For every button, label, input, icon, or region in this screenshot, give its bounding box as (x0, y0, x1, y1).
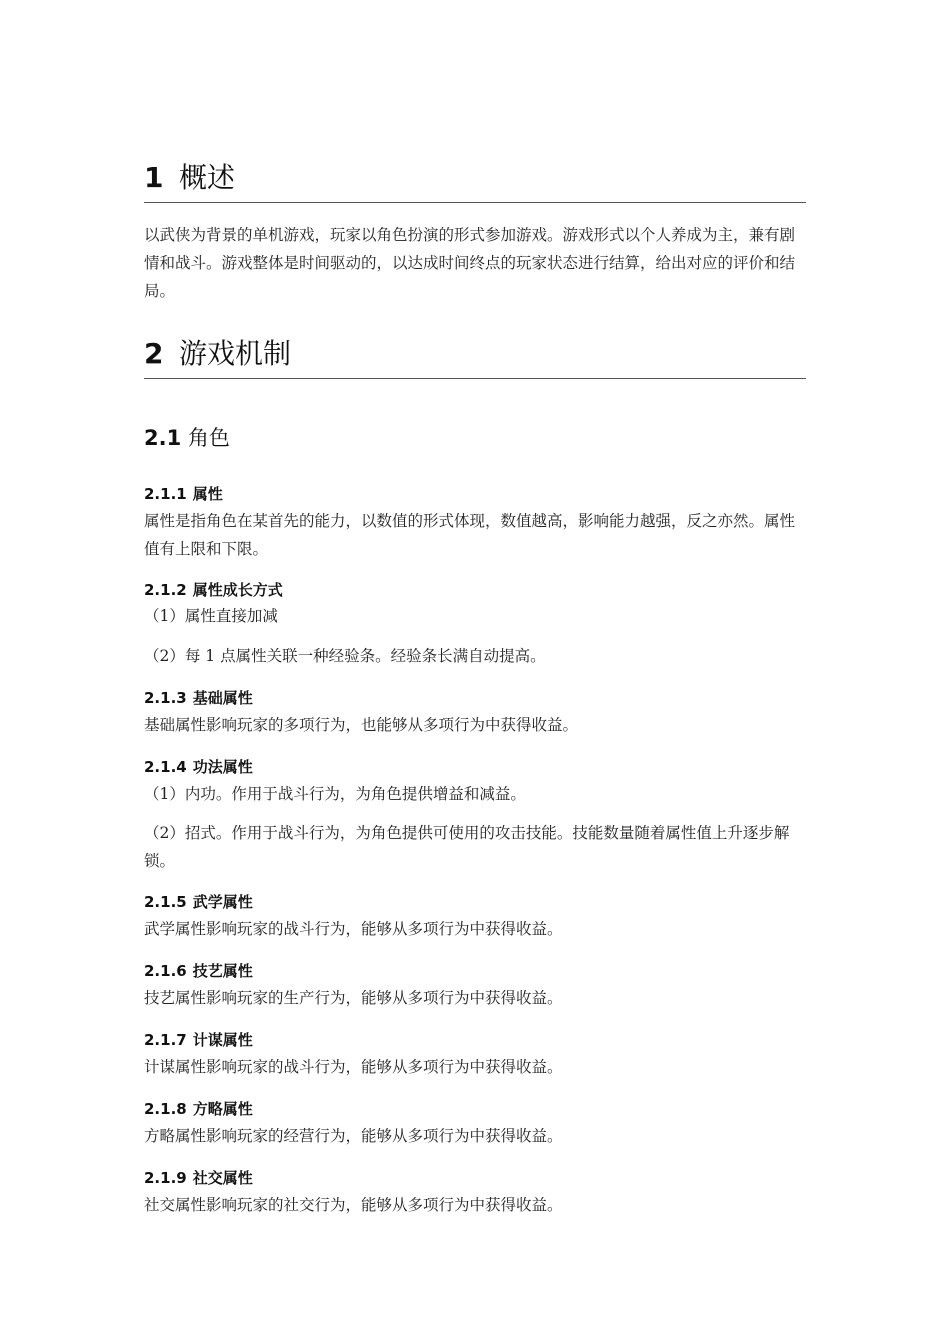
section-title: 概述 (179, 161, 236, 194)
item-title: 武学属性 (192, 893, 253, 911)
item-paragraph: 技艺属性影响玩家的生产行为，能够从多项行为中获得收益。 (144, 989, 563, 1007)
section-title: 游戏机制 (179, 337, 292, 370)
item-paragraph: （1）属性直接加减 (144, 607, 278, 625)
item-title: 方略属性 (192, 1100, 253, 1118)
item-heading (144, 961, 253, 981)
item-heading (144, 892, 253, 912)
item-paragraph: 属性是指角色在某首先的能力，以数值的形式体现，数值越高，影响能力越强，反之亦然。属性值有上限和下限。 (144, 512, 796, 558)
item-title: 基础属性 (192, 689, 253, 707)
item-title: 计谋属性 (192, 1031, 253, 1049)
item-number: 2.1.9 (144, 1169, 187, 1187)
item-title: 社交属性 (192, 1169, 253, 1187)
item-number: 2.1.8 (144, 1100, 187, 1118)
section-heading-game-mechanics (144, 334, 806, 379)
item-heading (144, 1099, 253, 1119)
item-heading (144, 688, 253, 708)
item-paragraph: （2）每 1 点属性关联一种经验条。经验条长满自动提高。 (144, 647, 546, 665)
item-heading (144, 1168, 253, 1188)
item-number: 2.1.3 (144, 689, 187, 707)
item-paragraph: 方略属性影响玩家的经营行为，能够从多项行为中获得收益。 (144, 1127, 563, 1145)
item-paragraph: 计谋属性影响玩家的战斗行为，能够从多项行为中获得收益。 (144, 1058, 563, 1076)
subsection-title: 角色 (187, 426, 230, 450)
item-number: 2.1.6 (144, 962, 187, 980)
item-number: 2.1.2 (144, 581, 187, 599)
item-number: 2.1.7 (144, 1031, 187, 1049)
item-number: 2.1.1 (144, 485, 187, 503)
subsection-number: 2.1 (144, 426, 182, 450)
item-heading (144, 1030, 253, 1050)
item-title: 技艺属性 (192, 962, 253, 980)
item-heading (144, 757, 253, 777)
section-number: 2 (144, 337, 164, 370)
item-paragraph: 社交属性影响玩家的社交行为，能够从多项行为中获得收益。 (144, 1196, 563, 1214)
item-paragraph: 武学属性影响玩家的战斗行为，能够从多项行为中获得收益。 (144, 920, 563, 938)
item-paragraph: 基础属性影响玩家的多项行为，也能够从多项行为中获得收益。 (144, 716, 579, 734)
item-heading (144, 484, 223, 504)
section-number: 1 (144, 161, 164, 194)
item-paragraph: （1）内功。作用于战斗行为，为角色提供增益和减益。 (144, 785, 526, 803)
subsection-heading-character (144, 424, 230, 452)
item-number: 2.1.4 (144, 758, 187, 776)
item-paragraph: （2）招式。作用于战斗行为，为角色提供可使用的攻击技能。技能数量随着属性值上升逐步解锁。 (144, 824, 790, 870)
item-number: 2.1.5 (144, 893, 187, 911)
item-title: 属性 (192, 485, 223, 503)
item-heading (144, 580, 283, 600)
overview-paragraph: 以武侠为背景的单机游戏，玩家以角色扮演的形式参加游戏。游戏形式以个人养成为主，兼有剧情和战斗。游戏整体是时间驱动的，以达成时间终点的玩家状态进行结算，给出对应的评价和结局。 (144, 226, 796, 300)
item-title: 属性成长方式 (192, 581, 283, 599)
item-title: 功法属性 (192, 758, 253, 776)
section-heading-overview (144, 158, 806, 203)
